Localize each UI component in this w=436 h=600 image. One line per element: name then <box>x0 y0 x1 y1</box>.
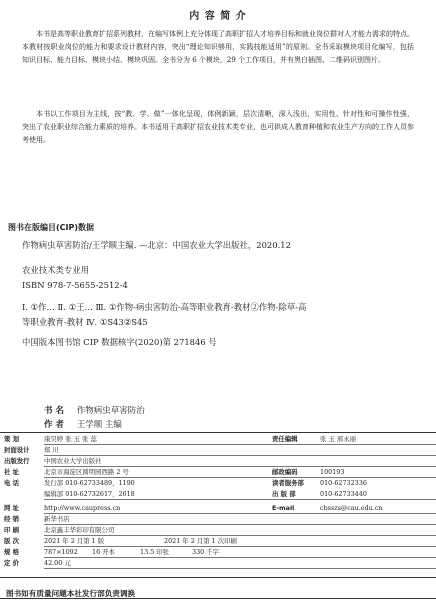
price-value: 42.00 元 <box>44 559 71 567</box>
book-title-value: 作物病虫草害防治 <box>76 406 145 416</box>
edition-value: 2021 年 2 月第 1 版 <box>44 537 105 545</box>
price-row <box>4 558 71 568</box>
spec-format: 787×1092 <box>44 548 78 556</box>
printer-value: 北京鑫丰华彩印有限公司 <box>44 526 115 534</box>
cover-design-value: 郑 川 <box>44 446 59 454</box>
cip-line-2: 农业技术类专业用 <box>22 265 89 275</box>
printer-label: 印 刷 <box>4 526 20 534</box>
phone-label: 电 话 <box>4 479 20 487</box>
cip-line-5: 等职业教育-教材 Ⅳ. ①S43②S45 <box>22 317 148 327</box>
planner-row <box>4 434 97 444</box>
cip-line-1: 作物病虫草害防治/王学顺主编. —北京：中国农业大学出版社，2020.12 <box>22 240 291 250</box>
printing-value: 2021 年 2 月第 1 次印刷 <box>164 537 237 545</box>
distributor-value: 新华书店 <box>44 515 70 523</box>
website-label: 网 址 <box>4 504 20 512</box>
spec-words: 330 千字 <box>192 548 220 556</box>
printer-row <box>4 525 114 535</box>
publishing-dept-row <box>272 489 367 499</box>
publisher-row <box>4 456 102 466</box>
cip-line-4: Ⅰ. ①作… Ⅱ. ①王… Ⅲ. ①作物-病虫害防治-高等职业教育-教材②作物-除草-高 <box>22 302 307 312</box>
postcode-row <box>272 467 344 477</box>
edition-label: 版 次 <box>4 537 20 545</box>
book-title-label: 书 名 <box>44 406 64 416</box>
responsible-editor-label: 责任编辑 <box>272 435 298 443</box>
intro-paragraph-2: 本书以工作项目为主线，按“教、学、做”一体化呈现，体例新颖，层次清晰，深入浅出，实用性、针对性和可操作性强，突出了农业职业综合能力素质的培养。本书适用于高职扩招农业技术类专业，也可供成人教育种植和农业生产方向的工作人员参考使用。 <box>22 110 414 144</box>
underline <box>44 499 436 500</box>
cover-design-label: 封面设计 <box>4 446 30 454</box>
reader-service-row <box>272 478 367 488</box>
intro-title: 内 容 简 介 <box>189 11 247 22</box>
address-value: 北京市海淀区圆明园西路 2 号 <box>44 468 129 476</box>
reader-service-value: 010-62732336 <box>320 479 367 487</box>
responsible-editor-row <box>272 434 356 444</box>
publishing-dept-label: 出 版 部 <box>272 490 296 498</box>
postcode-label: 邮政编码 <box>272 468 298 476</box>
postcode-value: 100193 <box>320 468 345 476</box>
distributor-label: 经 销 <box>4 515 20 523</box>
cip-isbn: ISBN 978-7-5655-2512-4 <box>22 280 128 290</box>
divider-top <box>0 432 436 433</box>
book-title-row <box>44 404 145 416</box>
edition-row <box>4 536 237 546</box>
underline <box>44 568 436 569</box>
email-row <box>272 503 383 513</box>
spec-row <box>4 547 219 557</box>
underline <box>44 513 436 514</box>
phone-value-editorial: 编辑部 010-62732617，2618 <box>44 490 135 498</box>
book-author-label: 作 者 <box>44 420 64 430</box>
spec-sheets: 13.5 印张 <box>140 548 170 556</box>
website-value: http://www.caupress.cn <box>44 504 121 512</box>
address-row <box>4 467 129 477</box>
publication-info <box>4 434 436 576</box>
phone-row <box>4 478 135 488</box>
publisher-value: 中国农业大学出版社 <box>44 457 102 465</box>
cover-design-row <box>4 445 59 455</box>
divider-middle <box>0 577 436 578</box>
planner-value: 康昊婷 张 玉 张 蕊 <box>44 435 97 443</box>
divider-bottom <box>0 598 436 599</box>
address-label: 社 址 <box>4 468 20 476</box>
spec-folio: 16 开本 <box>92 548 115 556</box>
website-row <box>4 503 120 513</box>
underline <box>44 557 436 558</box>
book-author-row <box>44 418 122 430</box>
email-value: cbsszs@cau.edu.cn <box>320 504 383 512</box>
planner-label: 策 划 <box>4 435 20 443</box>
phone-row-2 <box>4 489 135 499</box>
spec-label: 规 格 <box>4 548 20 556</box>
underline <box>44 455 436 456</box>
responsible-editor-value: 张 玉 邢永丽 <box>320 435 357 443</box>
publishing-dept-value: 010-62733440 <box>320 490 367 498</box>
intro-paragraph-1: 本书是高等职业教育扩招系列教材，在编写体例上充分体现了高职扩招人才培养目标和就业岗位群对人才能力需求的特点。本教材按职业岗位的能力和要求设计教材内容，突出“理论知识够用，实践技能适用”的原则。全书采取模块项目化编写，包括知识目标、能力目标、模块小结、模块巩固。全书分为 6 个模块，29 个工作项目，并有黑白插图、二维码识别图片。 <box>22 30 414 64</box>
phone-value-distribution: 发行部 010-62733489，1190 <box>44 479 135 487</box>
cip-heading: 图书在版编目(CIP)数据 <box>8 223 95 232</box>
book-author-value: 王学顺 主编 <box>76 420 122 430</box>
price-label: 定 价 <box>4 559 20 567</box>
cip-record-number: 中国版本图书馆 CIP 数据核字(2020)第 271846 号 <box>22 337 217 347</box>
email-label: E-mail <box>272 504 295 512</box>
distributor-row <box>4 514 70 524</box>
underline <box>44 444 436 445</box>
quality-notice: 图书如有质量问题本社发行部负责调换 <box>6 589 136 598</box>
reader-service-label: 读者服务部 <box>272 479 304 487</box>
publisher-label: 出版发行 <box>4 457 30 465</box>
